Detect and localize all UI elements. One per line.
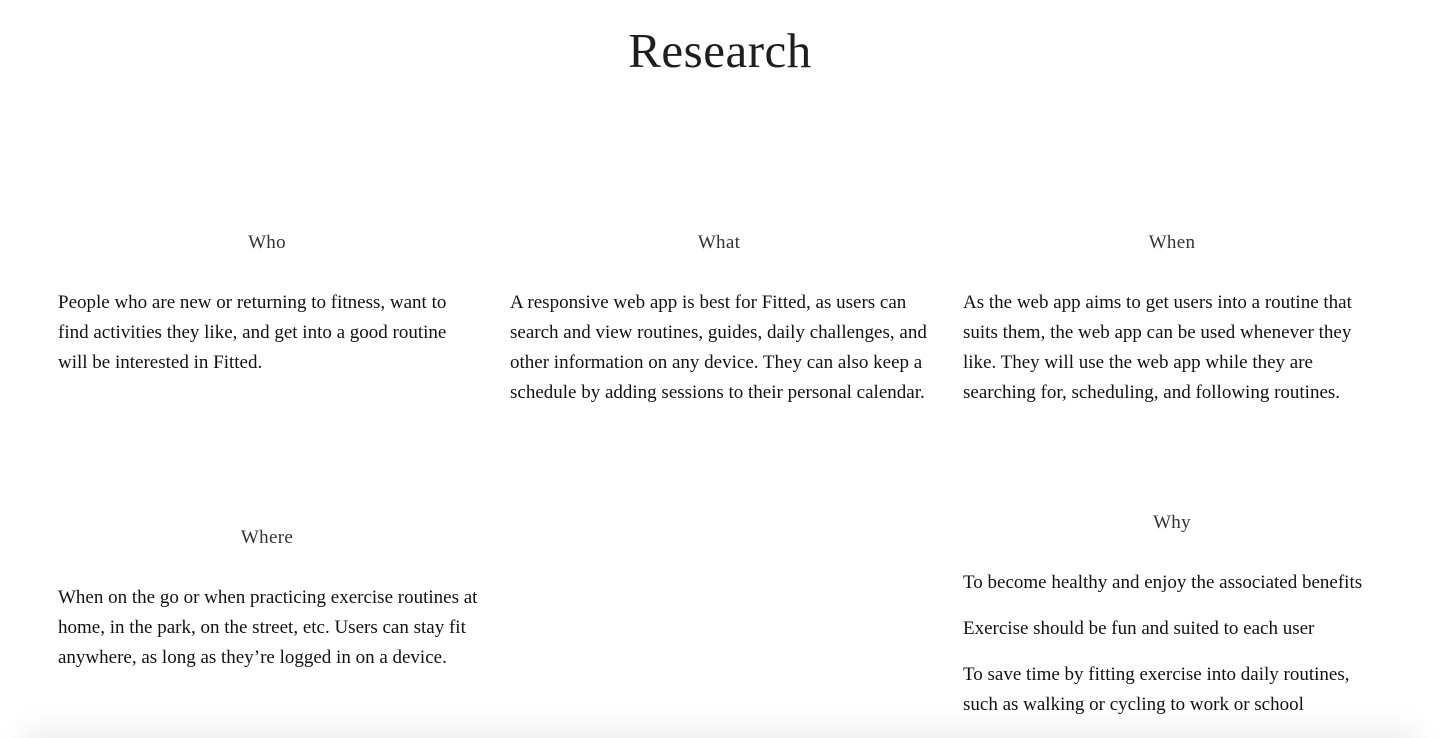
why-item: To save time by fitting exercise into daily routines, such as walking or cycling to work or school bbox=[963, 664, 1350, 715]
section-why bbox=[963, 511, 1383, 720]
why-item: To become healthy and enjoy the associated benefits bbox=[963, 572, 1363, 593]
section-body-what: A responsive web app is best for Fitted, as users can search and view routines, guides, daily challenges, and other information on any device. They can also keep a schedule by adding sessions to their personal calendar. bbox=[510, 292, 927, 403]
section-body-where: When on the go or when practicing exercise routines at home, in the park, on the street, etc. Users can stay fit anywhere, as long as they’re logged in on a device. bbox=[58, 587, 478, 668]
section-heading-when: When bbox=[1148, 232, 1196, 253]
section-body-when: As the web app aims to get users into a routine that suits them, the web app can be used whenever they like. They will use the web app while they are searching for, scheduling, and following routines. bbox=[963, 292, 1352, 403]
section-heading-why: Why bbox=[1153, 512, 1191, 533]
section-heading-who: Who bbox=[248, 232, 286, 253]
why-item: Exercise should be fun and suited to each user bbox=[963, 618, 1315, 639]
section-what bbox=[510, 231, 930, 408]
section-heading-where: Where bbox=[240, 527, 294, 548]
section-when bbox=[963, 231, 1383, 408]
page-title: Research bbox=[628, 23, 812, 78]
section-body-who: People who are new or returning to fitness, want to find activities they like, and get into a good routine will be interested in Fitted. bbox=[58, 292, 447, 373]
section-who bbox=[58, 231, 478, 378]
why-list bbox=[963, 568, 1383, 720]
section-heading-what: What bbox=[697, 232, 741, 253]
section-where bbox=[58, 526, 478, 673]
